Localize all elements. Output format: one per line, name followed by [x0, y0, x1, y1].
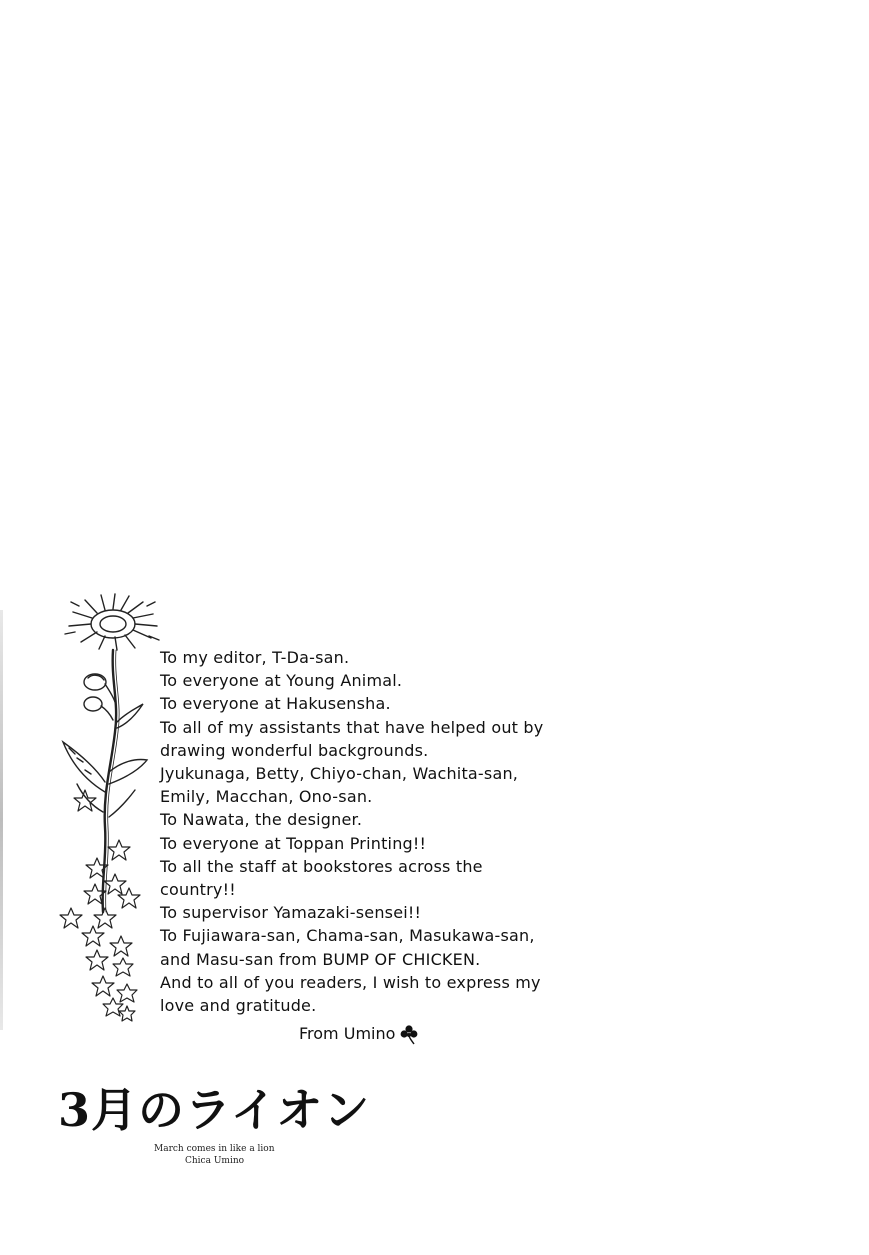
title-english: March comes in like a lion — [154, 1144, 275, 1154]
message-line: country!! — [160, 880, 236, 900]
message-line: Jyukunaga, Betty, Chiyo-chan, Wachita-san, — [160, 764, 519, 784]
signature-text: From Umino — [299, 1024, 396, 1043]
message-line: To all the staff at bookstores across the — [160, 856, 483, 876]
signature — [299, 1023, 419, 1045]
flower-head-icon — [65, 594, 159, 650]
message-line: To everyone at Young Animal. — [160, 671, 403, 691]
message-line: To my editor, T-Da-san. — [160, 648, 350, 667]
page-edge-shadow — [0, 610, 3, 1030]
message-line: To everyone at Hakusensha. — [160, 694, 391, 714]
title-logo-japanese: 3月のライオン — [58, 1083, 371, 1137]
flower-illustration — [55, 592, 170, 1027]
message-line: To all of my assistants that have helped out by — [160, 717, 544, 737]
message-line: To everyone at Toppan Printing!! — [160, 833, 427, 853]
stars-icon — [60, 790, 140, 1021]
message-line: To supervisor Yamazaki-sensei!! — [160, 903, 422, 923]
message-line: drawing wonderful backgrounds. — [160, 740, 429, 760]
thank-you-message — [160, 646, 580, 1017]
message-line: And to all of you readers, I wish to express my — [160, 972, 541, 992]
message-line: To Nawata, the designer. — [160, 810, 363, 830]
bud-icon — [84, 674, 115, 720]
message-line: Emily, Macchan, Ono-san. — [160, 787, 373, 807]
message-line: and Masu-san from BUMP OF CHICKEN. — [160, 949, 481, 969]
message-line: love and gratitude. — [160, 996, 317, 1016]
author-name: Chica Umino — [185, 1156, 245, 1166]
message-line: To Fujiawara-san, Chama-san, Masukawa-san, — [160, 926, 535, 946]
clover-icon — [399, 1023, 419, 1045]
